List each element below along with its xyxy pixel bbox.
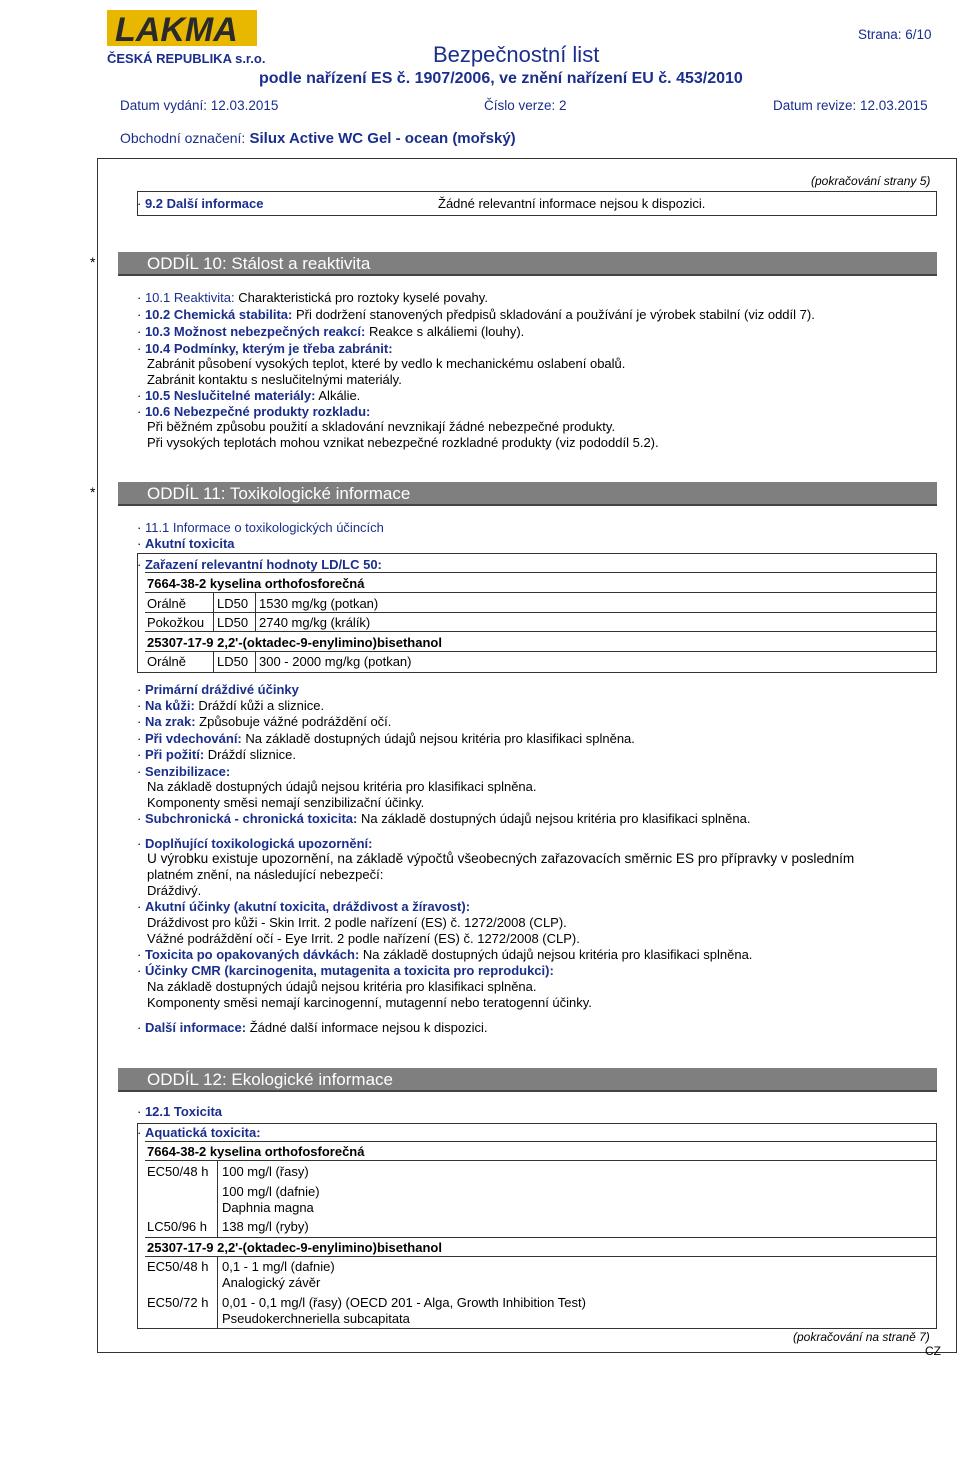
eco-t2r2-value: 0,01 - 0,1 mg/l (řasy) (OECD 201 - Alga, Growth Inhibition Test) (222, 1295, 586, 1310)
s11-additional-1: U výrobku existuje upozornění, na základě výpočtů všeobecných zařazovacích směrnic ES pro přípravky v posledním (147, 851, 855, 866)
page-number: Strana: 6/10 (858, 27, 932, 42)
ld-row3-value: 300 - 2000 mg/kg (potkan) (259, 654, 412, 669)
section-12-title: ODDÍL 12: Ekologické informace (118, 1068, 937, 1092)
s11-sensitization-1: Na základě dostupných údajů nejsou kritéria pro klasifikaci splněna. (147, 779, 537, 794)
section-9-2-label: · 9.2 Další informace (137, 196, 264, 211)
s11-sensitization: · Senzibilizace: (137, 764, 231, 779)
s11-subchronic: · Subchronická - chronická toxicita: Na základě dostupných údajů nejsou kritéria pro klasifikaci splněna. (137, 811, 751, 826)
s10-4-line2: Zabránit kontaktu s neslučitelnými materiály. (147, 372, 402, 387)
eco-t1r1-value: 100 mg/l (řasy) (222, 1164, 309, 1179)
divider (145, 592, 937, 593)
ld-row1-value: 1530 mg/kg (potkan) (259, 596, 379, 611)
company-logo (105, 8, 270, 66)
revision-star: * (90, 484, 96, 500)
ld-row3-route: Orálně (147, 654, 187, 669)
eco-table-title: · Aquatická toxicita: (137, 1125, 261, 1140)
s10-3: · 10.3 Možnost nebezpečných reakcí: Reakce s alkáliemi (louhy). (137, 324, 525, 339)
eco-sub1: 7664-38-2 kyselina orthofosforečná (147, 1144, 365, 1159)
s11-repeated: · Toxicita po opakovaných dávkách: Na základě dostupných údajů nejsou kritéria pro klasifikaci splněna. (137, 947, 753, 962)
s10-2: · 10.2 Chemická stabilita: Při dodržení stanovených předpisů skladování a používání je výrobek stabilní (viz oddíl 7). (137, 307, 815, 322)
svg-text:ČESKÁ REPUBLIKA s.r.o.: ČESKÁ REPUBLIKA s.r.o. (107, 51, 266, 66)
continued-from: (pokračování strany 5) (811, 174, 931, 188)
continued-to: (pokračování na straně 7) (793, 1330, 930, 1344)
s11-cmr-2: Komponenty směsi nemají karcinogenní, mutagenní nebo teratogenní účinky. (147, 995, 592, 1010)
document-subtitle: podle nařízení ES č. 1907/2006, ve znění nařízení EU č. 453/2010 (259, 70, 743, 87)
s11-1: · 11.1 Informace o toxikologických účincích (137, 520, 384, 535)
page-right-border (956, 158, 957, 1353)
divider (145, 1237, 937, 1238)
divider (217, 1160, 218, 1237)
s11-acute: · Akutní toxicita (137, 536, 235, 551)
s11-acute-effects-2: Vážné podráždění očí - Eye Irrit. 2 podle nařízení (ES) č. 1272/2008 (CLP). (147, 931, 580, 946)
ld-row2-type: LD50 (217, 615, 249, 630)
svg-text:LAKMA: LAKMA (115, 11, 238, 49)
s10-5: · 10.5 Neslučitelné materiály: Alkálie. (137, 388, 361, 403)
ld-row1-route: Orálně (147, 596, 187, 611)
eco-t1r1-species: Daphnia magna (222, 1200, 314, 1215)
eco-t2r2-type: EC50/72 h (147, 1295, 209, 1310)
ld-row2-value: 2740 mg/kg (králík) (259, 615, 371, 630)
s10-6-line2: Při vysokých teplotách mohou vznikat nebezpečné rozkladné produkty (viz pododdíl 5.2). (147, 435, 659, 450)
s11-acute-effects-1: Dráždivost pro kůži - Skin Irrit. 2 podle nařízení (ES) č. 1272/2008 (CLP). (147, 915, 567, 930)
s11-additional-2: platném znění, na následující nebezpečí: (147, 867, 384, 882)
divider (145, 1256, 937, 1257)
divider (145, 1160, 937, 1161)
eco-t2r1-type: EC50/48 h (147, 1259, 209, 1274)
divider (213, 651, 214, 672)
s11-additional-3: Dráždivý. (147, 883, 202, 898)
ld-row3-type: LD50 (217, 654, 249, 669)
divider (145, 1141, 937, 1142)
divider (255, 651, 256, 672)
divider (145, 572, 937, 573)
ld-table-title: · Zařazení relevantní hodnoty LD/LC 50: (137, 557, 382, 572)
eco-t1r2-value: 138 mg/l (ryby) (222, 1219, 309, 1234)
s11-ingestion: · Při požití: Dráždí sliznice. (137, 747, 296, 762)
document-title: Bezpečnostní list (433, 42, 600, 67)
s11-skin: · Na kůži: Dráždí kůži a sliznice. (137, 698, 325, 713)
trade-name: Silux Active WC Gel - ocean (mořský) (249, 130, 516, 147)
divider (145, 651, 937, 652)
revision-star: * (90, 254, 96, 270)
ld-sub2: 25307-17-9 2,2'-(oktadec-9-enylimino)bisethanol (147, 635, 442, 650)
s10-4-line1: Zabránit působení vysokých teplot, které by vedlo k mechanickému oslabení obalů. (147, 356, 626, 371)
s11-primary: · Primární dráždivé účinky (137, 682, 299, 697)
language-code: CZ (925, 1344, 941, 1358)
s11-eyes: · Na zrak: Způsobuje vážné podráždění očí. (137, 714, 392, 729)
page-left-border (97, 158, 98, 1353)
s10-6: · 10.6 Nebezpečné produkty rozkladu: (137, 404, 371, 419)
s11-cmr-1: Na základě dostupných údajů nejsou kritéria pro klasifikaci splněna. (147, 979, 537, 994)
s10-6-line1: Při běžném způsobu použití a skladování nevznikají žádné nebezpečné produkty. (147, 419, 616, 434)
ld-row1-type: LD50 (217, 596, 249, 611)
s11-sensitization-2: Komponenty směsi nemají senzibilizační účinky. (147, 795, 425, 810)
section-10-title: ODDÍL 10: Stálost a reaktivita (118, 252, 937, 276)
header-divider (97, 158, 957, 159)
eco-t2r2-species: Pseudokerchneriella subcapitata (222, 1311, 410, 1326)
s11-further: · Další informace: Žádné další informace nejsou k dispozici. (137, 1020, 488, 1035)
trade-name-line (120, 130, 516, 147)
s10-4: · 10.4 Podmínky, kterým je třeba zabránit: (137, 341, 393, 356)
eco-t2r1-note: Analogický závěr (222, 1275, 321, 1290)
s11-additional: · Doplňující toxikologická upozornění: (137, 836, 373, 851)
section-11-title: ODDÍL 11: Toxikologické informace (118, 482, 937, 506)
s10-1: · 10.1 Reaktivita: Charakteristická pro roztoky kyselé povahy. (137, 290, 488, 305)
date-issued: Datum vydání: 12.03.2015 (120, 98, 279, 113)
ld-row2-route: Pokožkou (147, 615, 205, 630)
version-number: Číslo verze: 2 (484, 98, 567, 113)
eco-t1r1-value2: 100 mg/l (dafnie) (222, 1184, 320, 1199)
divider (213, 592, 214, 632)
eco-t1r2-type: LC50/96 h (147, 1219, 207, 1234)
date-revised: Datum revize: 12.03.2015 (773, 98, 928, 113)
s12-1: · 12.1 Toxicita (137, 1104, 223, 1119)
divider (145, 612, 937, 613)
ld-sub1: 7664-38-2 kyselina orthofosforečná (147, 576, 365, 591)
eco-sub2: 25307-17-9 2,2'-(oktadec-9-enylimino)bisethanol (147, 1240, 442, 1255)
eco-t2r1-value: 0,1 - 1 mg/l (dafnie) (222, 1259, 335, 1274)
trade-name-label: Obchodní označení: (120, 130, 246, 146)
page-bottom-border (97, 1352, 957, 1353)
divider (145, 631, 937, 632)
s11-cmr: · Účinky CMR (karcinogenita, mutagenita a toxicita pro reprodukci): (137, 963, 554, 978)
divider (217, 1256, 218, 1328)
divider (255, 592, 256, 632)
section-9-2-value: Žádné relevantní informace nejsou k dispozici. (438, 196, 706, 211)
eco-t1r1-type: EC50/48 h (147, 1164, 209, 1179)
s11-acute-effects: · Akutní účinky (akutní toxicita, dráždivost a žíravost): (137, 899, 471, 914)
s11-inhalation: · Při vdechování: Na základě dostupných údajů nejsou kritéria pro klasifikaci splněna. (137, 731, 635, 746)
